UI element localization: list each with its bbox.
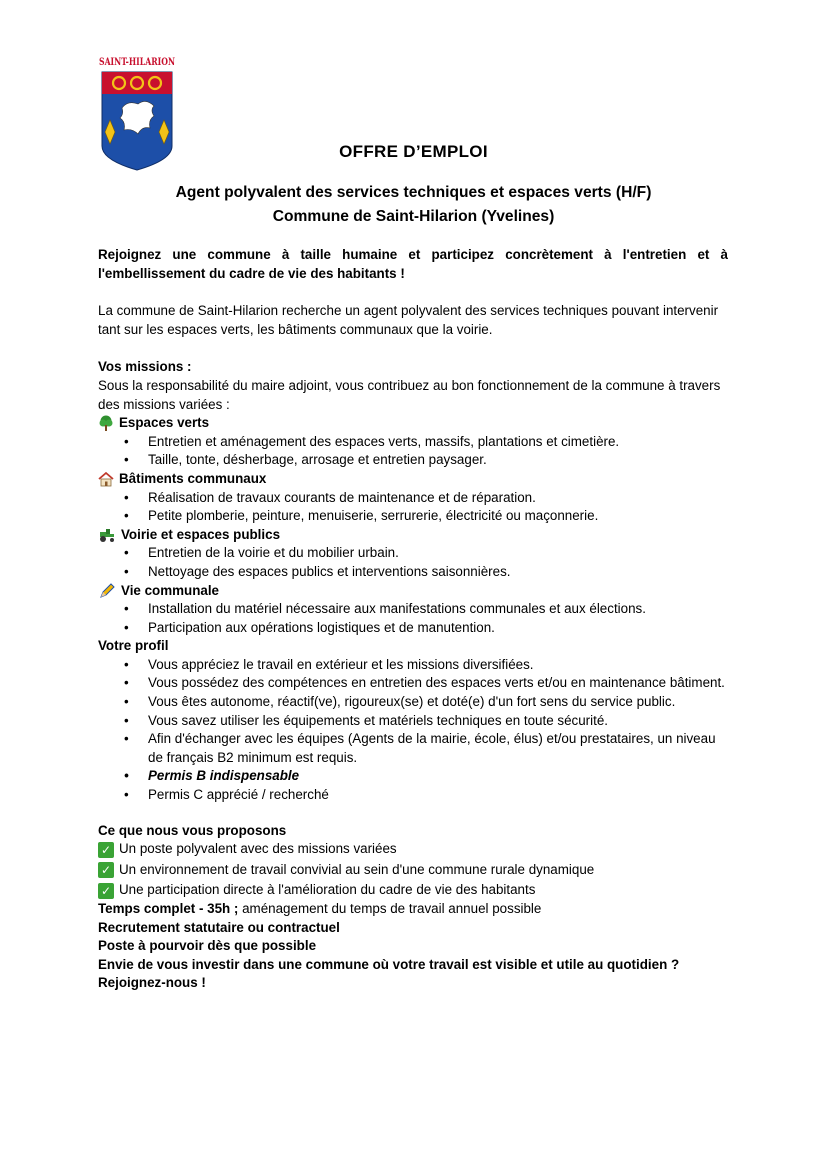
list-item: • Réalisation de travaux courants de maintenance et de réparation. xyxy=(148,489,728,508)
commune-title: Commune de Saint-Hilarion (Yvelines) xyxy=(272,208,555,225)
profile-list xyxy=(98,656,728,805)
job-title: Agent polyvalent des services techniques et espaces verts (H/F) xyxy=(175,184,652,201)
page-title: OFFRE D’EMPLOI xyxy=(339,142,488,161)
recruitment-type: Recrutement statutaire ou contractuel xyxy=(98,919,340,935)
pencil-icon xyxy=(98,583,116,599)
profile-heading: Votre profil xyxy=(98,638,169,654)
offer-item-text: Un environnement de travail convivial au sein d'une commune rurale dynamique xyxy=(119,861,595,877)
section-vie-communale xyxy=(98,582,728,601)
missions-heading: Vos missions : xyxy=(98,359,192,375)
working-time-bold: Temps complet - 35h ; xyxy=(98,901,239,916)
job-subtitle xyxy=(0,181,827,229)
section-espaces-verts xyxy=(98,414,728,433)
tractor-icon xyxy=(98,527,116,543)
checkmark-icon: ✓ xyxy=(98,862,114,878)
offer-item-text: Une participation directe à l'amélioration du cadre de vie des habitants xyxy=(119,882,536,898)
list-item: • Nettoyage des espaces publics et interventions saisonnières. xyxy=(148,563,728,582)
svg-text:SAINT-HILARION: SAINT-HILARION xyxy=(99,56,176,68)
description-paragraph: La commune de Saint-Hilarion recherche un agent polyvalent des services techniques pouvant intervenir tant sur les espaces verts, les bâtiments communaux que la voirie. xyxy=(98,303,719,337)
list-item: • Entretien de la voirie et du mobilier urbain. xyxy=(148,544,728,563)
list-item: • Installation du matériel nécessaire aux manifestations communales et aux élections. xyxy=(148,600,728,619)
section-list xyxy=(98,600,728,637)
list-item: • Vous savez utiliser les équipements et matériels techniques en toute sécurité. xyxy=(148,712,728,731)
tree-icon xyxy=(98,415,114,431)
section-list xyxy=(98,544,728,581)
offer-item xyxy=(98,861,728,880)
section-title: Vie communale xyxy=(121,582,219,598)
working-time xyxy=(98,900,728,919)
offer-item-text: Un poste polyvalent avec des missions variées xyxy=(119,841,397,857)
checkmark-icon: ✓ xyxy=(98,842,114,858)
offer-body xyxy=(98,246,728,993)
checkmark-icon: ✓ xyxy=(98,883,114,899)
offer-item xyxy=(98,881,728,900)
list-item: • Vous possédez des compétences en entretien des espaces verts et/ou en maintenance bâtiment. xyxy=(148,674,728,693)
house-icon xyxy=(98,471,114,487)
list-item: • Taille, tonte, désherbage, arrosage et entretien paysager. xyxy=(148,451,728,470)
list-item: • Petite plomberie, peinture, menuiserie, serrurerie, électricité ou maçonnerie. xyxy=(148,507,728,526)
working-time-rest: aménagement du temps de travail annuel possible xyxy=(238,901,542,916)
offer-heading: Ce que nous vous proposons xyxy=(98,822,287,838)
offer-item xyxy=(98,840,728,859)
join-us: Rejoignez-nous ! xyxy=(98,975,206,991)
section-voirie xyxy=(98,526,728,545)
section-title: Espaces verts xyxy=(119,415,210,431)
intro-paragraph: Rejoignez une commune à taille humaine et participez concrètement à l'entretien et à l'embellissement du cadre de vie des habitants ! xyxy=(98,247,728,281)
closing-question: Envie de vous investir dans une commune où votre travail est visible et utile au quotidien ? xyxy=(98,956,680,972)
list-item: • Vous êtes autonome, réactif(ve), rigoureux(se) et doté(e) d'un fort sens du service public. xyxy=(148,693,728,712)
section-batiments-communaux xyxy=(98,470,728,489)
section-title: Voirie et espaces publics xyxy=(121,526,281,542)
list-item: • Participation aux opérations logistiques et de manutention. xyxy=(148,619,728,638)
list-item: • Entretien et aménagement des espaces verts, massifs, plantations et cimetière. xyxy=(148,433,728,452)
list-item: • Afin d'échanger avec les équipes (Agents de la mairie, école, élus) et/ou prestataires, un niveau de français B2 minimum est requis. xyxy=(148,730,728,767)
list-item: • Permis C apprécié / recherché xyxy=(148,786,728,805)
section-list xyxy=(98,433,728,470)
section-title: Bâtiments communaux xyxy=(119,470,267,486)
section-list xyxy=(98,489,728,526)
list-item: • Vous appréciez le travail en extérieur et les missions diversifiées. xyxy=(148,656,728,675)
list-item-permis-b: • Permis B indispensable xyxy=(148,767,728,786)
missions-text: Sous la responsabilité du maire adjoint, vous contribuez au bon fonctionnement de la commune à travers des missions variées : xyxy=(98,377,721,412)
availability: Poste à pourvoir dès que possible xyxy=(98,938,317,954)
